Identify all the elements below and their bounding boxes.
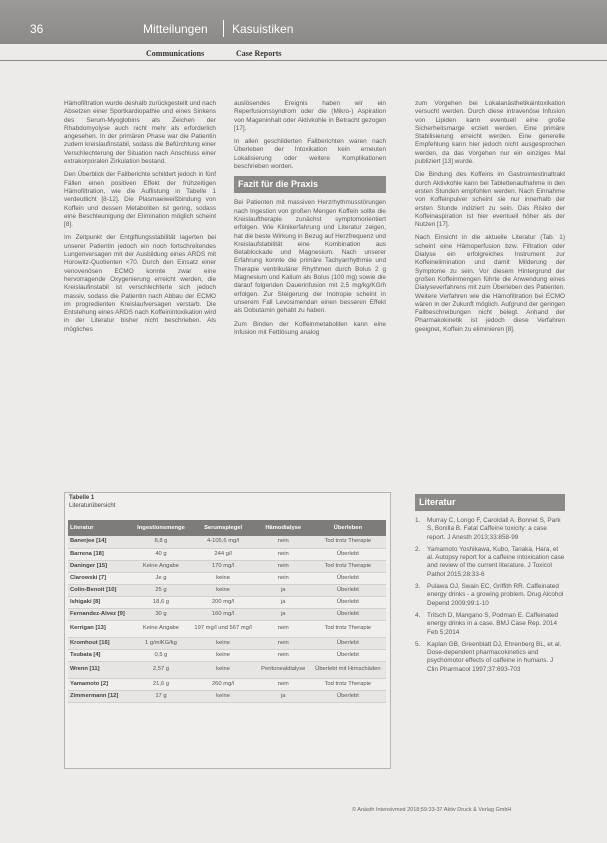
table-cell: 17 g [133,690,190,702]
top-banner [0,0,607,44]
table-cell: Fernandez-Alvez [9] [68,608,133,620]
table-cell: nein [257,649,310,661]
table-row [68,620,386,637]
table-cell: Überlebt [310,572,386,584]
table-cell: 200 mg/l [189,596,256,608]
paragraph: Die Bindung des Koffeins im Gastrointestinaltrakt durch Aktivkohle kann bei Tablettenaufnahme in den ersten Stunden empfohlen werden. Nach Einnahme von Koffeinpulver scheint sie nur innerhalb der ersten Stunde indiziert zu sein. Das Risiko der Koffeinaspiration ist hier eventuell höher als der Nutzen [17]. [415,171,565,229]
table-cell: 21,6 g [133,678,190,690]
table-header-row [68,520,386,536]
table-cell: Ishigaki [8] [68,596,133,608]
table-cell: 170 mg/l [189,560,256,572]
table-row [68,536,386,548]
paragraph: Hämofiltration wurde deshalb zurückgestellt und nach Absetzen einer Sportkardiopathie und eines Sinkens des Serum-Myoglobins als Zeichen der Rhabdomyolyse auch nicht mehr als erforderlich angesehen. In der primären Phase war die Patientin zudem kreislaufinstabil, sodass die Befürchtung einer Verschlechterung der Situation nach Anschluss einer extrakorporalen Zirkulation bestand. [64,100,216,166]
table-cell: 4-105,6 mg/l [189,536,256,548]
table-row [68,690,386,702]
table-row [68,560,386,572]
table-cell: 18,6 g [133,596,190,608]
page-number: 36 [30,22,44,36]
table-cell: Wrenn [11] [68,661,133,678]
table-cell: Überlebt [310,649,386,661]
footer-copyright: © Anästh Intensivmed 2018;59:33-37 Aktiv Druck & Verlag GmbH [352,807,512,813]
table-cell: Tod trotz Therapie [310,678,386,690]
table-cell: Daninger [15] [68,560,133,572]
table-row [68,548,386,560]
table-cell: 40 g [133,548,190,560]
reference-item: 1. Murray C, Longo F, Caroldall A, Bonnet S, Park S, Bonilla B. Fatal Caffeine toxicity: a case report. J Anesth 2013;33:858-99 [415,517,561,541]
table-row [68,608,386,620]
table-cell: Tod trotz Therapie [310,536,386,548]
table-caption: Tabelle 1 [69,495,95,501]
table-subcaption: Literaturübersicht [69,503,116,509]
table-cell: Keine Angabe [133,620,190,637]
section-title: Mitteilungen [143,22,208,36]
table-row [68,678,386,690]
table-cell: Banerjee [14] [68,536,133,548]
table-cell: Colin-Benoit [10] [68,584,133,596]
col-header: Literatur [68,520,133,536]
table-cell: 25 g [133,584,190,596]
col-header: Hämodialyse [257,520,310,536]
header-rule [0,60,607,61]
table-cell: 0,5 g [133,649,190,661]
table-cell: keine [189,690,256,702]
table-cell: Überlebt [310,584,386,596]
reference-item: 4. Tritsch D, Mangano S, Podman E. Caffeinated energy drinks in a case. BMJ Case Rep. 2014 Feb 5;2014 [415,611,559,636]
table-cell: keine [189,584,256,596]
col-header: Überleben [310,520,386,536]
table-cell: 160 mg/l [189,608,256,620]
column-2 [234,100,386,485]
table-cell: nein [257,620,310,637]
table-cell: ja [257,690,310,702]
reference-item: 3. Pulawa OJ, Swain EC, Griffith RR. Caffeinated energy drinks - a growing problem. Drug Alcohol Depend 2009;99:1-10 [415,583,564,607]
table-cell: 30 g [133,608,190,620]
paragraph: Im Zeitpunkt der Entgiftungsstabilität lagerten bei unserer Patientin jedoch ein noch fortschreitendes Lungenversagen mit der Ausbildung eines ARDS mit Horowitz-Quotienten <70. Durch den Einsatz einer venovenösen ECMO konnte zwar eine hervorragende Oxygenierung erreicht werden, die Kreislaufinstabil ist verschlechterte sich jedoch massiv, sodass die Patientin nach Abbau der ECMO im progredienten Kreislaufversagen verstarb. Die Entstehung eines ARDS nach Koffeinintoxikation wird in der Literatur bisher nicht beschrieben. Als mögliches [64,234,216,333]
table-cell: nein [257,536,310,548]
table-cell: Je g [133,572,190,584]
table-cell: Überlebt [310,608,386,620]
fazit-heading: Fazit für die Praxis [234,176,386,193]
table-cell: 197 mg/l und 567 mg/l [189,620,256,637]
table-cell: Keine Angabe [133,560,190,572]
table-row [68,572,386,584]
table-cell: Überlebt [310,548,386,560]
col-header: Ingestionsmenge [133,520,190,536]
table-cell: keine [189,661,256,678]
paragraph: zum Vorgehen bei Lokalanästhetikaintoxikation versucht werden. Durch diese intravenöse Infusion von Lipiden kann eventuell eine große Sicherheitsmarge erzielt werden. Eine primäre Stabilisierung erreicht werden. Eine generelle Empfehlung kann hier jedoch nicht ausgesprochen werden, da das Vorgehen nur ein einziges Mal publiziert [13] wurde. [415,100,565,166]
section-divider [223,20,224,37]
table-cell: nein [257,560,310,572]
table-cell: Überlebt [310,637,386,649]
table-cell: Überlebt [310,596,386,608]
column-3 [415,100,565,480]
table-cell: Tod trotz Therapie [310,560,386,572]
paragraph: Bei Patienten mit massiven Herzrhythmusstörungen nach Ingestion von großen Mengen Koffein sollte die Kreislauftherapie zunächst symptomorientiert erfolgen. Wie Klinikerfahrung und Literatur zeigen, hat die beste Wirkung in Bezug auf Herzfrequenz und Kreislaufstabilität eine Kombination aus Betablockade und Magnesium. Nach unserer Erfahrung konnte die primäre Tachyarrhythmie und Therapie ventrikulärer Rhythmen durch Bolus 2 g Magnesium und Kalium als Bolus (100 mg) sowie die darauf folgenden Dauerinfusion mit 2,5 mg/kg/KG/h erfolgen. Zur Steigerung der Inotropie scheint in unserem Fall Levosimendan einen besseren Effekt als Dobutamin gehabt zu haben. [234,199,386,315]
table-cell: keine [189,649,256,661]
table-cell: Kromhout [16] [68,637,133,649]
table-cell: keine [189,637,256,649]
table-cell: Überlebt [310,690,386,702]
paragraph: Zum Binden der Koffeinmetaboliten kann eine Infusion mit Fettlösung analog [234,320,386,336]
table-row [68,637,386,649]
paragraph: auslösendes Ereignis haben wir ein Reperfusionssyndrom oder die (Mikro-) Aspiration von Mageninhalt oder Aktivkohle in Betracht gezogen [17]. [234,100,386,132]
table-cell: keine [189,572,256,584]
reference-item: 5. Kaplan GB, Greenblatt DJ, Ehrenberg BL, et al. Dose-dependent pharmacokinetics and psychomotor effects of caffeine in humans. J Clin Pharmacol 1997;37:693-703 [415,640,562,673]
table-row [68,661,386,678]
table-cell: nein [257,637,310,649]
table-cell: ja [257,608,310,620]
table-cell: Tsubata [4] [68,649,133,661]
reference-item: 2. Yamamoto Yoshikawa, Kubo, Tanaka, Hara, et al. Autopsy report for a caffeine intoxication case and review of the current literature. J Toxicol Pathol 2015;28:33-6 [415,545,565,578]
table-cell: Clarowski [7] [68,572,133,584]
table-cell: Yamamoto [2] [68,678,133,690]
paragraph: In allen geschilderten Fallberichten waren nach Überleben der Intoxikation kein erneuten Lokalisierung oder weitere Komplikationen beschrieben worden. [234,138,386,171]
table-cell: Tod trotz Therapie [310,620,386,637]
table-cell: 1 g/mlKG/kg [133,637,190,649]
table-cell: nein [257,572,310,584]
paragraph: Den Überblick der Fallberichte schildert jedoch in fünf Fällen einen positiven Effekt der frühzeitigen Hämofiltration, wie die Auflistung in Tabelle 1 verdeutlicht [8-12]. Die Plasmaeiweißbindung von Koffein und dessen Metaboliten ist gering, sodass eine Beschleunigung der Elimination möglich scheint [8]. [64,171,216,229]
section-subtitle-en: Communications [146,49,205,58]
table-cell: Peritonealdialyse [257,661,310,678]
table-cell: nein [257,548,310,560]
reference-list [415,517,565,674]
table-cell: ja [257,584,310,596]
col-header: Serumspiegel [189,520,256,536]
table-cell: 2,57 g [133,661,190,678]
literature-heading: Literatur [415,494,565,511]
table-cell: 244 g/l [189,548,256,560]
table-cell: 8,8 g [133,536,190,548]
literature-section [415,492,565,792]
table-cell: Kerrigan [13] [68,620,133,637]
table-cell: Überlebt mit Hirnschäden [310,661,386,678]
subsection-title: Kasuistiken [232,22,294,36]
literature-table [68,520,386,703]
table-1 [64,492,391,769]
table-row [68,596,386,608]
paragraph: Nach Einsicht in die aktuelle Literatur (Tab. 1) scheint eine Hämoperfusion bzw. Filtration oder Dialyse ein erfolgreiches Instrument zur Koffeinelimination und damit Milderung der Symptome zu sein. Vor diesem Hintergrund der großen Koffeinmengen führte die Anwendung eines Dialyseverfahrens mit zum Überleben des Patienten. Weitere Verfahren wie die Hämofiltration bei ECMO wären in der Zukunft möglich. Aufgrund der geringen Fallbeschreibungen nicht belegt. Anhand der Pharmakokinetik ist jedoch diese Verfahren geeignet, Koffein zu eliminieren [8]. [415,234,565,333]
table-cell: 260 mg/l [189,678,256,690]
table-cell: nein [257,678,310,690]
table-row [68,584,386,596]
table-cell: Zimmermann [12] [68,690,133,702]
table-cell: Barrena [18] [68,548,133,560]
column-1 [64,100,216,485]
table-row [68,649,386,661]
subsection-subtitle-en: Case Reports [236,49,282,58]
table-cell: ja [257,596,310,608]
